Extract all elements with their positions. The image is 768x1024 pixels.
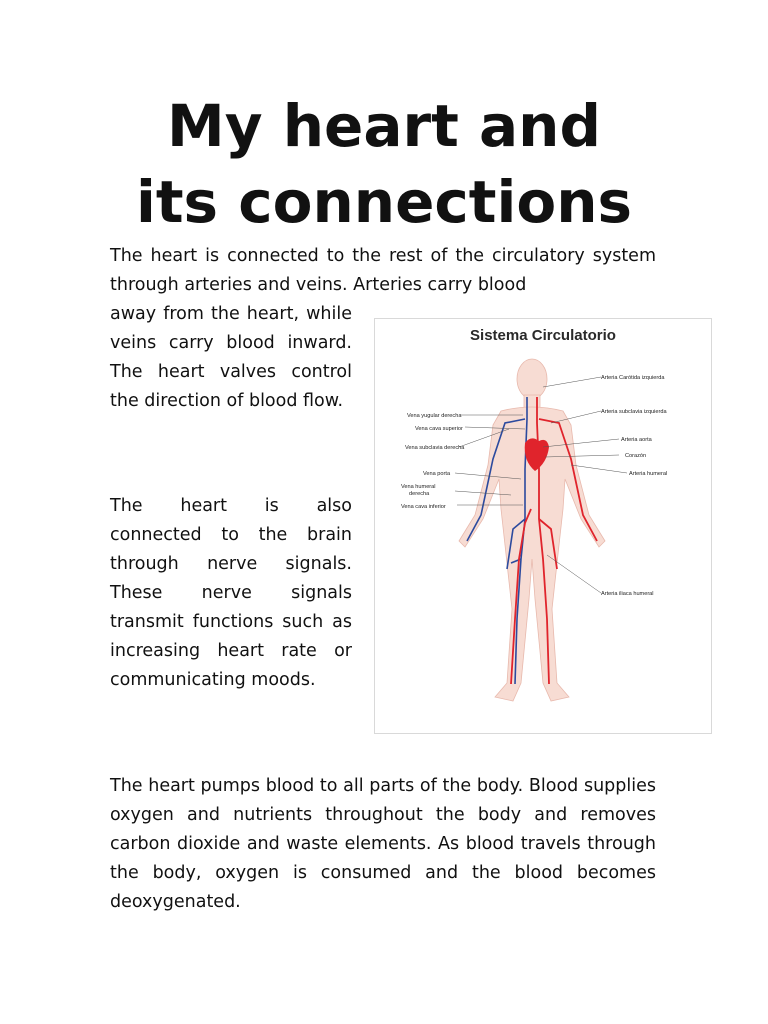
label-arteria-aorta: Arteria aorta — [621, 437, 652, 443]
label-arteria-humeral: Arteria humeral — [629, 471, 668, 477]
label-vena-humeral: Vena humeral — [401, 484, 436, 490]
label-vena-subclavia: Vena subclavia derecha — [405, 445, 465, 451]
circulatory-system-figure — [374, 318, 712, 734]
paragraph-intro: The heart is connected to the rest of the circulatory system through arteries and veins. Arteries carry blood — [110, 246, 656, 295]
label-arteria-carotida: Arteria Carótida izquierda — [601, 375, 665, 381]
page-title — [0, 88, 768, 240]
paragraph-intro-continued: away from the heart, while veins carry blood inward. The heart valves control the direction of blood flow. — [110, 304, 352, 411]
circulatory-diagram — [375, 319, 711, 733]
label-vena-cava-superior: Vena cava superior — [415, 426, 463, 432]
label-arteria-iliaca: Arteria iliaca humeral — [601, 591, 654, 597]
label-vena-cava-inferior: Vena cava inferior — [401, 504, 446, 510]
label-vena-yugular: Vena yugular derecha — [407, 413, 462, 419]
body-silhouette — [459, 359, 605, 701]
label-corazon: Corazón — [625, 453, 647, 459]
figure-title: Sistema Circulatorio — [470, 327, 616, 344]
title-line-1: My heart and — [167, 92, 601, 160]
label-vena-porta: Vena porta — [423, 471, 451, 477]
label-vena-humeral-derecha: derecha — [409, 491, 430, 497]
paragraph-nerves: The heart is also connected to the brain through nerve signals. These nerve signals transmit functions such as increasing heart rate or communicating moods. — [110, 496, 352, 690]
title-line-2: its connections — [135, 168, 633, 236]
label-arteria-subclavia: Arteria subclavia izquierda — [601, 409, 667, 415]
paragraph-pump: The heart pumps blood to all parts of the body. Blood supplies oxygen and nutrients throughout the body and removes carbon dioxide and waste elements. As blood travels through the body, oxygen is consumed and the blood becomes deoxygenated. — [110, 776, 656, 912]
